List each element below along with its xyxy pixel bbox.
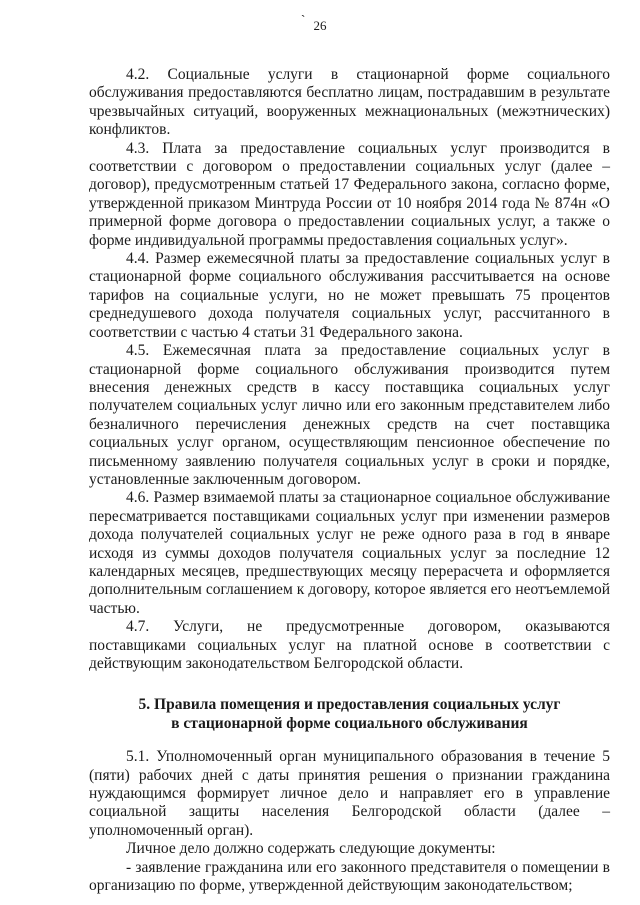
paragraph-4-3: 4.3. Плата за предоставление социальных услуг производится в соответствии с договором о предоставлении социальных услуг (далее – договор), предусмотренным статьей 17 Федерального закона, согласно форме, утвержденной приказом Минтруда России от 10 ноября 2014 года № 874н «О примерной форме договора о предоставлении социальных услуг, а также о форме индивидуальной программы предоставления социальных услуг». bbox=[89, 139, 610, 249]
section-5-heading-line1: 5. Правила помещения и предоставления социальных услуг bbox=[138, 696, 561, 714]
paragraph-4-7: 4.7. Услуги, не предусмотренные договором, оказываются поставщиками социальных услуг на платной основе в соответствии с действующим законодательством Белгородской области. bbox=[89, 618, 610, 672]
page-mark: ` bbox=[301, 12, 306, 27]
document-body bbox=[89, 66, 610, 895]
paragraph-4-6: 4.6. Размер взимаемой платы за стационарное социальное обслуживание пересматривается поставщиками социальных услуг при изменении размеров дохода получателей социальных услуг не реже одного раза в год в январе исходя из суммы доходов получателя социальных услуг за последние 12 календарных месяцев, предшествующих месяцу перерасчета и оформляется дополнительным соглашением к договору, которое является его неотъемлемой частью. bbox=[89, 489, 610, 617]
paragraph-5-1: 5.1. Уполномоченный орган муниципального образования в течение 5 (пяти) рабочих дней с даты принятия решения о признании гражданина нуждающимся формирует личное дело и направляет его в управление социальной защиты населения Белгородской области (далее – уполномоченный орган). bbox=[89, 748, 610, 839]
page-number: 26 bbox=[313, 18, 327, 33]
paragraph-4-5: 4.5. Ежемесячная плата за предоставление социальных услуг в стационарной форме социального обслуживания производится путем внесения денежных средств в кассу поставщика социальных услуг получателем социальных услуг лично или его законным представителем либо безналичного перечисления денежных средств на счет поставщика социальных услуг органом, осуществляющим пенсионное обеспечение по письменному заявлению получателя социальных услуг в сроки и порядке, установленные заключенным договором. bbox=[89, 342, 610, 488]
paragraph-documents-intro: Личное дело должно содержать следующие документы: bbox=[126, 840, 496, 858]
section-5-heading-line2: в стационарной форме социального обслуживания bbox=[171, 714, 528, 732]
paragraph-4-4: 4.4. Размер ежемесячной платы за предоставление социальных услуг в стационарной форме социального обслуживания рассчитывается на основе тарифов на социальные услуги, но не может превышать 75 процентов среднедушевого дохода получателя социальных услуг, рассчитанного в соответствии с частью 4 статьи 31 Федерального закона. bbox=[89, 250, 610, 341]
paragraph-4-2: 4.2. Социальные услуги в стационарной форме социального обслуживания предоставляются бесплатно лицам, пострадавшим в результате чрезвычайных ситуаций, вооруженных межнациональных (межэтнических) конфликтов. bbox=[89, 66, 610, 139]
list-item-application: - заявление гражданина или его законного представителя о помещении в организацию по форме, утвержденной действующим законодательством; bbox=[89, 858, 610, 895]
section-5-heading bbox=[89, 696, 610, 733]
